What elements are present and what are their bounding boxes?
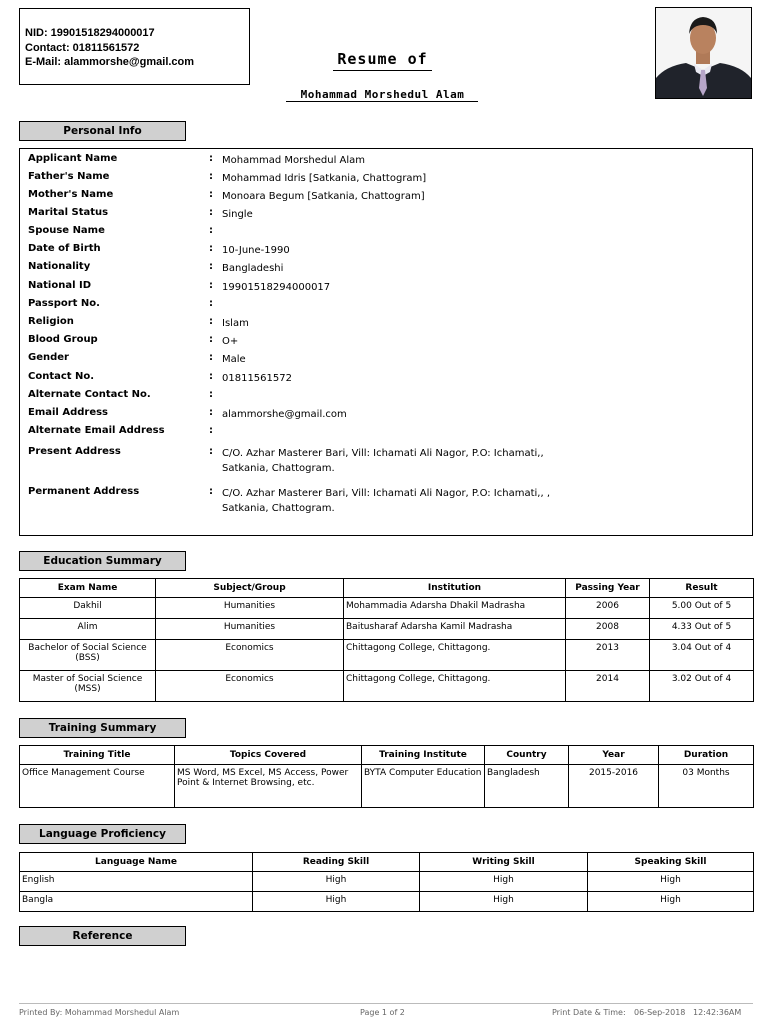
personal-info-colon: : <box>209 316 213 327</box>
personal-info-label: Nationality <box>28 261 91 272</box>
training-cell: BYTA Computer Education <box>362 765 485 808</box>
training-header-row <box>20 746 754 765</box>
personal-info-value: 10-June-1990 <box>222 245 290 256</box>
training-header-cell: Training Title <box>20 746 175 765</box>
personal-info-label: Gender <box>28 352 69 363</box>
name-underline <box>286 101 478 102</box>
table-row <box>20 598 754 619</box>
personal-info-value: O+ <box>222 336 239 347</box>
profile-photo <box>655 7 752 99</box>
personal-info-label: Present Address <box>28 446 121 457</box>
footer-print-time: 12:42:36AM <box>693 1008 742 1017</box>
personal-info-value: Mohammad Idris [Satkania, Chattogram] <box>222 173 427 184</box>
personal-info-colon: : <box>209 243 213 254</box>
personal-info-label: Passport No. <box>28 298 100 309</box>
language-cell: High <box>253 892 420 912</box>
personal-info-label: Contact No. <box>28 371 95 382</box>
personal-info-colon: : <box>209 425 213 436</box>
table-row <box>20 892 754 912</box>
education-cell: Mohammadia Adarsha Dhakil Madrasha <box>344 598 566 619</box>
training-cell: 03 Months <box>659 765 754 808</box>
education-cell: Dakhil <box>20 598 156 619</box>
section-training-summary: Training Summary <box>19 718 186 738</box>
education-cell: 3.04 Out of 4 <box>650 640 754 671</box>
personal-info-colon: : <box>209 207 213 218</box>
footer-print-label: Print Date & Time: <box>552 1008 626 1017</box>
training-table <box>19 745 754 808</box>
education-cell: Alim <box>20 619 156 640</box>
training-cell: 2015-2016 <box>569 765 659 808</box>
education-cell: 4.33 Out of 5 <box>650 619 754 640</box>
training-header-cell: Topics Covered <box>175 746 362 765</box>
language-header-cell: Writing Skill <box>420 853 588 872</box>
language-header-row <box>20 853 754 872</box>
training-cell: MS Word, MS Excel, MS Access, Power Point & Internet Browsing, etc. <box>175 765 362 808</box>
training-header-cell: Year <box>569 746 659 765</box>
personal-info-colon: : <box>209 225 213 236</box>
training-cell: Bangladesh <box>485 765 569 808</box>
personal-info-label: Permanent Address <box>28 486 140 497</box>
education-header-row <box>20 579 754 598</box>
education-header-cell: Subject/Group <box>156 579 344 598</box>
education-cell: Economics <box>156 671 344 702</box>
personal-info-colon: : <box>209 189 213 200</box>
training-header-cell: Country <box>485 746 569 765</box>
email-text: E-Mail: alammorshe@gmail.com <box>25 56 195 68</box>
education-cell: 2006 <box>566 598 650 619</box>
personal-info-colon: : <box>209 298 213 309</box>
personal-info-label: Date of Birth <box>28 243 101 254</box>
personal-info-value: Mohammad Morshedul Alam <box>222 155 366 166</box>
training-cell: Office Management Course <box>20 765 175 808</box>
language-cell: High <box>420 872 588 892</box>
nid-text: NID: 19901518294000017 <box>25 27 155 39</box>
education-header-cell: Result <box>650 579 754 598</box>
footer-divider <box>19 1003 753 1004</box>
personal-info-label: Alternate Contact No. <box>28 389 151 400</box>
personal-info-value: Bangladeshi <box>222 263 284 274</box>
personal-info-colon: : <box>209 446 213 457</box>
personal-info-label: National ID <box>28 280 91 291</box>
education-cell: 5.00 Out of 5 <box>650 598 754 619</box>
personal-info-colon: : <box>209 371 213 382</box>
section-personal-info: Personal Info <box>19 121 186 141</box>
footer-printed-by: Printed By: Mohammad Morshedul Alam <box>19 1008 180 1017</box>
education-cell: Master of Social Science (MSS) <box>20 671 156 702</box>
personal-info-colon: : <box>209 280 213 291</box>
table-row <box>20 765 754 808</box>
personal-info-label: Alternate Email Address <box>28 425 165 436</box>
personal-info-label: Spouse Name <box>28 225 105 236</box>
resume-title: Resume of <box>337 50 428 68</box>
language-header-cell: Language Name <box>20 853 253 872</box>
education-cell: Economics <box>156 640 344 671</box>
personal-info-label: Applicant Name <box>28 153 118 164</box>
personal-info-value: Monoara Begum [Satkania, Chattogram] <box>222 191 425 202</box>
language-header-cell: Speaking Skill <box>588 853 754 872</box>
language-cell: High <box>588 872 754 892</box>
personal-info-value: 01811561572 <box>222 373 292 384</box>
personal-info-colon: : <box>209 171 213 182</box>
footer-page-number: Page 1 of 2 <box>360 1008 405 1017</box>
education-cell: 2014 <box>566 671 650 702</box>
section-reference: Reference <box>19 926 186 946</box>
personal-info-colon: : <box>209 389 213 400</box>
language-cell: Bangla <box>20 892 253 912</box>
personal-info-value: Male <box>222 354 246 365</box>
table-row <box>20 872 754 892</box>
language-cell: High <box>420 892 588 912</box>
language-cell: English <box>20 872 253 892</box>
personal-info-value: C/O. Azhar Masterer Bari, Vill: Ichamati Ali Nagor, P.O: Ichamati,, , Satkania, Chattogram. <box>222 488 551 514</box>
language-table <box>19 852 754 912</box>
language-cell: High <box>588 892 754 912</box>
education-header-cell: Exam Name <box>20 579 156 598</box>
personal-info-label: Religion <box>28 316 74 327</box>
personal-info-label: Blood Group <box>28 334 98 345</box>
personal-info-colon: : <box>209 407 213 418</box>
personal-info-value: Single <box>222 209 253 220</box>
language-cell: High <box>253 872 420 892</box>
personal-info-box <box>19 148 753 536</box>
education-table <box>19 578 754 702</box>
contact-box <box>19 8 250 85</box>
personal-info-colon: : <box>209 334 213 345</box>
personal-info-colon: : <box>209 352 213 363</box>
education-cell: Humanities <box>156 598 344 619</box>
personal-info-value: Islam <box>222 318 249 329</box>
education-cell: Chittagong College, Chittagong. <box>344 671 566 702</box>
personal-info-value: alammorshe@gmail.com <box>222 409 347 420</box>
education-cell: Baitusharaf Adarsha Kamil Madrasha <box>344 619 566 640</box>
table-row <box>20 619 754 640</box>
title-underline <box>333 70 432 71</box>
language-header-cell: Reading Skill <box>253 853 420 872</box>
training-header-cell: Training Institute <box>362 746 485 765</box>
personal-info-label: Mother's Name <box>28 189 114 200</box>
education-cell: 2013 <box>566 640 650 671</box>
personal-info-colon: : <box>209 153 213 164</box>
table-row <box>20 671 754 702</box>
personal-info-value: C/O. Azhar Masterer Bari, Vill: Ichamati Ali Nagor, P.O: Ichamati,, Satkania, Chattogram. <box>222 448 544 474</box>
education-header-cell: Passing Year <box>566 579 650 598</box>
education-cell: Humanities <box>156 619 344 640</box>
contact-text: Contact: 01811561572 <box>25 42 140 54</box>
personal-info-value: 19901518294000017 <box>222 282 331 293</box>
personal-info-label: Marital Status <box>28 207 109 218</box>
footer-print-date: 06-Sep-2018 <box>634 1008 686 1017</box>
table-row <box>20 640 754 671</box>
section-education-summary: Education Summary <box>19 551 186 571</box>
applicant-name-heading: Mohammad Morshedul Alam <box>300 88 465 101</box>
personal-info-colon: : <box>209 486 213 497</box>
personal-info-label: Email Address <box>28 407 109 418</box>
personal-info-label: Father's Name <box>28 171 110 182</box>
education-cell: 2008 <box>566 619 650 640</box>
education-cell: Chittagong College, Chittagong. <box>344 640 566 671</box>
personal-info-colon: : <box>209 261 213 272</box>
education-cell: 3.02 Out of 4 <box>650 671 754 702</box>
education-header-cell: Institution <box>344 579 566 598</box>
training-header-cell: Duration <box>659 746 754 765</box>
education-cell: Bachelor of Social Science (BSS) <box>20 640 156 671</box>
section-language-proficiency: Language Proficiency <box>19 824 186 844</box>
